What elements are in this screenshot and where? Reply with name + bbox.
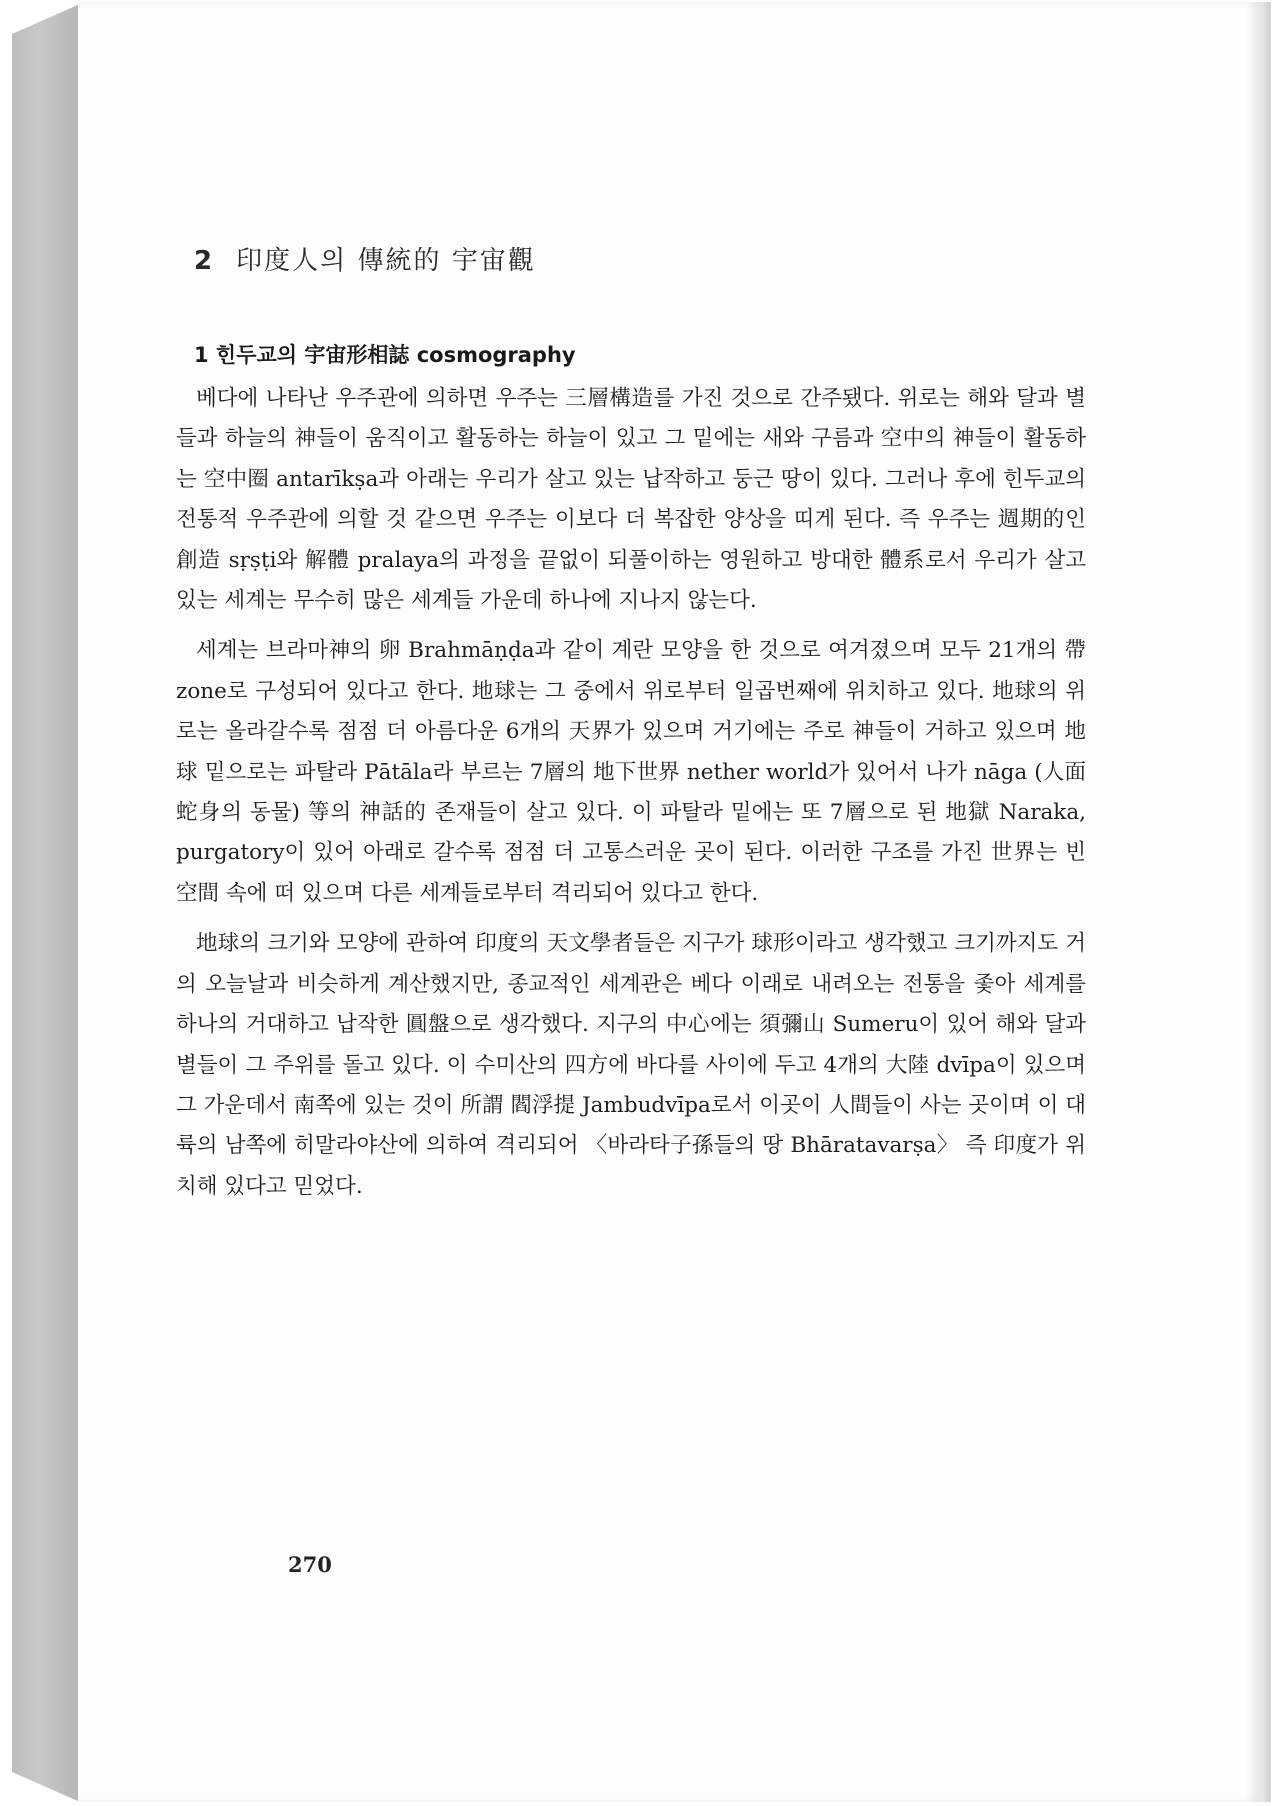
paragraph-3: 地球의 크기와 모양에 관하여 印度의 天文學者들은 지구가 球形이라고 생각했고 크기까지도 거의 오늘날과 비슷하게 계산했지만, 종교적인 세계관은 베다 이래로 내려오는 전통을 좇아 세계를 하나의 거대하고 납작한 圓盤으로 생각했다. 지구의 中心에는 須彌山 Sumeru이 있어 해와 달과 별들이 그 주위를 돌고 있다. 이 수미산의 四方에 바다를 사이에 두고 4개의 大陸 dvīpa이 있으며 그 가운데서 南쪽에 있는 것이 所謂 閻浮提 Jambudvīpa로서 이곳이 人間들이 사는 곳이며 이 대륙의 남쪽에 히말라야산에 의하여 격리되어 〈바라타子孫들의 땅 Bhāratavarṣa〉 즉 印度가 위치해 있다고 믿었다. — [176, 931, 1086, 1199]
paragraph-2: 세계는 브라마神의 卵 Brahmāṇḍa과 같이 계란 모양을 한 것으로 여겨졌으며 모두 21개의 帶 zone로 구성되어 있다고 한다. 地球는 그 중에서 위로부터 일곱번째에 위치하고 있다. 地球의 위로는 올라갈수록 점점 더 아름다운 6개의 天界가 있으며 거기에는 주로 神들이 거하고 있으며 地球 밑으로는 파탈라 Pātāla라 부르는 7層의 地下世界 nether world가 있어서 나가 nāga (人面蛇身의 동물) 等의 神話的 존재들이 살고 있다. 이 파탈라 밑에는 또 7層으로 된 地獄 Naraka, purgatory이 있어 아래로 갈수록 점점 더 고통스러운 곳이 된다. 이러한 구조를 가진 世界는 빈 空間 속에 떠 있으며 다른 세계들로부터 격리되어 있다고 한다. — [176, 638, 1086, 906]
paragraph-1: 베다에 나타난 우주관에 의하면 우주는 三層構造를 가진 것으로 간주됐다. 위로는 해와 달과 별들과 하늘의 神들이 움직이고 활동하는 하늘이 있고 그 밑에는 새와 구름과 空中의 神들이 활동하는 空中圈 antarīkṣa과 아래는 우리가 살고 있는 납작하고 둥근 땅이 있다. 그러나 후에 힌두교의 전통적 우주관에 의할 것 같으면 우주는 이보다 더 복잡한 양상을 띠게 된다. 즉 우주는 週期的인 創造 sṛṣṭi와 解體 pralaya의 과정을 끝없이 되풀이하는 영원하고 방대한 體系로서 우리가 살고 있는 세계는 무수히 많은 세계들 가운데 하나에 지나지 않는다. — [176, 386, 1086, 614]
page-edge-shadow — [1246, 2, 1270, 1802]
chapter-heading — [194, 240, 1086, 277]
chapter-number: 2 — [194, 246, 215, 276]
page-content — [176, 240, 1086, 1207]
book-spine — [12, 4, 80, 1802]
chapter-title: 印度人의 傳統的 宇宙觀 — [236, 246, 536, 276]
page-number: 270 — [288, 1552, 332, 1577]
section-heading: 1 힌두교의 宇宙形相誌 cosmography — [194, 343, 576, 367]
